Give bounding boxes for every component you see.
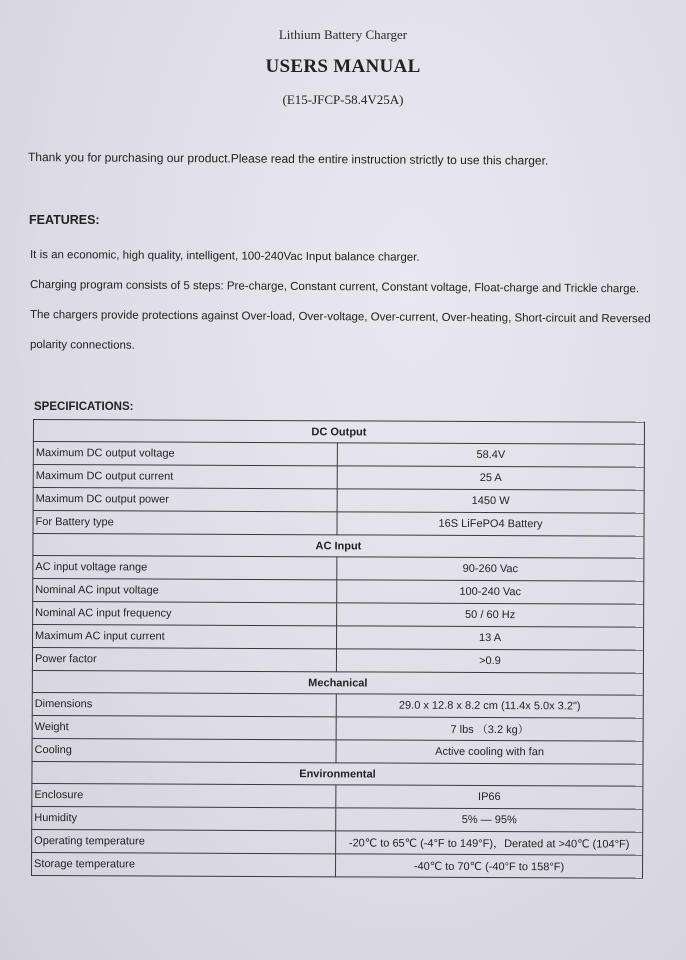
feature-line: polarity connections. bbox=[29, 339, 135, 352]
table-row bbox=[33, 602, 644, 628]
table-row bbox=[33, 442, 644, 468]
spec-label: Maximum DC output current bbox=[33, 465, 337, 489]
spec-value: 58.4V bbox=[337, 443, 644, 467]
spec-value: Active cooling with fan bbox=[336, 740, 643, 764]
table-row bbox=[33, 511, 644, 537]
spec-value: 50 / 60 Hz bbox=[337, 603, 644, 627]
table-row bbox=[33, 579, 644, 605]
table-row bbox=[32, 692, 643, 718]
section-row bbox=[33, 534, 644, 559]
intro-text: Thank you for purchasing our product.Please read the entire instruction strictly to use this charger. bbox=[27, 150, 549, 168]
spec-label: Nominal AC input frequency bbox=[33, 602, 337, 626]
table-row bbox=[32, 829, 643, 855]
spec-label: Nominal AC input voltage bbox=[33, 579, 337, 603]
section-title: Environmental bbox=[32, 761, 643, 786]
feature-line: The chargers provide protections against Over-load, Over-voltage, Over-current, Over-heating, Short-circuit and Reversed bbox=[29, 309, 651, 326]
spec-value: -20℃ to 65℃ (-4°F to 149°F)，Derated at >40℃ (104°F) bbox=[336, 831, 643, 855]
spec-value: IP66 bbox=[336, 785, 643, 809]
table-row bbox=[33, 556, 644, 582]
spec-value: >0.9 bbox=[336, 649, 643, 673]
specifications-heading: SPECIFICATIONS: bbox=[34, 401, 134, 413]
table-row bbox=[32, 648, 643, 674]
table-row bbox=[33, 625, 644, 651]
section-title: Mechanical bbox=[32, 670, 643, 695]
spec-value: 16S LiFePO4 Battery bbox=[337, 512, 644, 536]
section-title: DC Output bbox=[33, 420, 644, 445]
spec-value: -40℃ to 70℃ (-40°F to 158°F) bbox=[336, 854, 643, 878]
spec-value: 7 lbs （3.2 kg） bbox=[336, 717, 643, 741]
spec-label: Power factor bbox=[32, 648, 336, 672]
feature-line: It is an economic, high quality, intelligent, 100-240Vac Input balance charger. bbox=[29, 249, 420, 264]
spec-value: 5% — 95% bbox=[336, 808, 643, 832]
spec-value: 90-260 Vac bbox=[337, 557, 644, 581]
spec-label: Maximum AC input current bbox=[33, 625, 337, 649]
spec-label: AC input voltage range bbox=[33, 556, 337, 580]
spec-label: Maximum DC output voltage bbox=[33, 442, 337, 466]
spec-label: Operating temperature bbox=[32, 829, 336, 853]
spec-label: Maximum DC output power bbox=[33, 488, 337, 512]
table-row bbox=[33, 488, 644, 514]
section-title: AC Input bbox=[33, 534, 644, 559]
features-heading: FEATURES: bbox=[29, 213, 100, 227]
table-row bbox=[32, 738, 643, 764]
spec-label: Storage temperature bbox=[32, 852, 336, 876]
table-row bbox=[32, 783, 643, 809]
table-row bbox=[32, 715, 643, 741]
spec-value: 1450 W bbox=[337, 489, 644, 513]
spec-label: Cooling bbox=[32, 738, 336, 762]
specifications-table bbox=[31, 419, 645, 879]
model-number: (E15-JFCP-58.4V25A) bbox=[282, 92, 404, 107]
section-row bbox=[32, 670, 643, 695]
spec-value: 13 A bbox=[337, 626, 644, 650]
spec-value: 25 A bbox=[337, 466, 644, 490]
spec-label: Weight bbox=[32, 715, 336, 739]
spec-label: Enclosure bbox=[32, 783, 336, 807]
document-title: Lithium Battery Charger bbox=[278, 27, 408, 42]
spec-label: For Battery type bbox=[33, 511, 337, 535]
spec-value: 29.0 x 12.8 x 8.2 cm (11.4x 5.0x 3.2") bbox=[336, 694, 643, 718]
table-row bbox=[33, 465, 644, 491]
spec-label: Dimensions bbox=[32, 692, 336, 716]
table-row bbox=[32, 852, 643, 878]
document-heading: USERS MANUAL bbox=[265, 56, 421, 77]
spec-label: Humidity bbox=[32, 806, 336, 830]
feature-line: Charging program consists of 5 steps: Pre-charge, Constant current, Constant voltage, Float-charge and Trickle charge. bbox=[29, 279, 640, 296]
table-row bbox=[32, 806, 643, 832]
section-row bbox=[32, 761, 643, 786]
spec-value: 100-240 Vac bbox=[337, 580, 644, 604]
section-row bbox=[33, 420, 644, 445]
